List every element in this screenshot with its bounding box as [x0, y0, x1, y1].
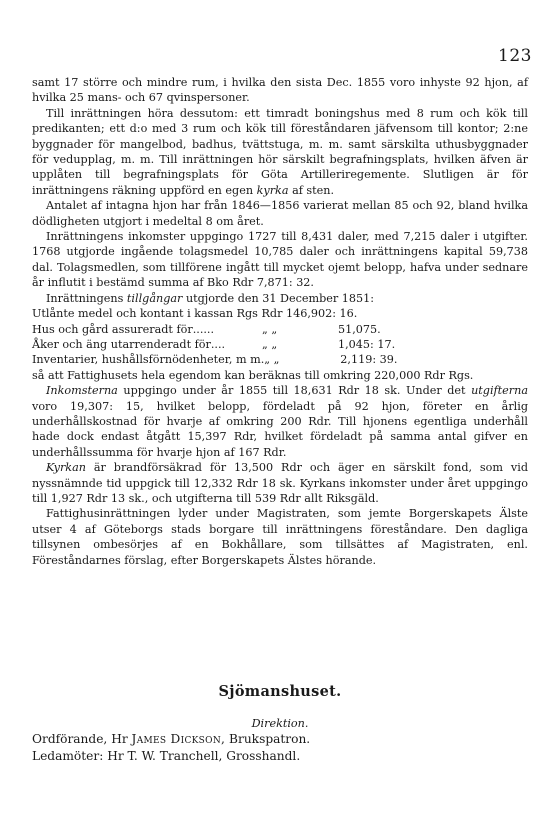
p5-a: Inrättningens [46, 291, 124, 305]
asset-dots: ...... [192, 322, 215, 336]
paragraph-2 [32, 106, 528, 198]
section-title: Sjömanshuset. [218, 683, 342, 700]
paragraph-2-end: af sten. [292, 183, 335, 197]
paragraph-1: samt 17 större och mindre rum, i hvilka den sista Dec. 1855 voro inhyste 92 hjon, af hvilka 25 mans- och 67 qvinspersoner. [32, 76, 528, 105]
paragraph-7 [32, 383, 528, 460]
members-label: Ledamöter: [32, 749, 104, 763]
inkomsterna-word: Inkomsterna [46, 384, 118, 398]
page-number: 123 [498, 46, 532, 66]
paragraph-8 [32, 460, 528, 506]
paragraph-3: Antalet af intagna hjon har från 1846—1856 varierat mellan 85 och 92, bland hvilka dödligheten utgjort i medeltal 8 om året. [32, 199, 528, 228]
asset-ditto: „ „ [262, 337, 278, 351]
p5-c: utgjorde den 31 December 1851: [185, 291, 375, 305]
body-text [32, 75, 528, 568]
asset-row [32, 322, 528, 337]
asset-amount: 1,045: 17. [338, 337, 396, 351]
asset-label: Hus och gård assureradt för [32, 322, 193, 336]
p7-b: uppgingo under år 1855 till 18,631 Rdr 18 sk. Under det [123, 384, 466, 398]
roster [32, 731, 528, 765]
asset-ditto: „ „ [262, 322, 278, 336]
asset-row [32, 352, 528, 367]
roster-chair [32, 731, 528, 748]
chair-role: Brukspatron. [229, 732, 311, 746]
paragraph-9: Fattighusinrättningen lyder under Magistraten, som jemte Borgerskapets Älste utser 4 af Göteborgs stads borgare till inrättningens föreståndare. Den dagliga tillsynen ombesörjes af en Bokhållare, som tillsättes af Magistraten, enl. Föreståndarnes förslag, efter Borgerskapets Älstes hörande. [32, 507, 528, 567]
asset-amount: 51,075. [338, 322, 381, 336]
asset-amount: 2,119: 39. [340, 353, 398, 367]
utgifterna-word: utgifterna [471, 384, 528, 398]
roster-members [32, 748, 528, 765]
p7-d: voro 19,307: 15, hvilket belopp, fördeladt på 92 hjon, företer en årlig underhållskostnad för hvarje af omkring 200 Rdr. Till hjonens egentliga underhåll hade dock endast åtgått 15,397 Rdr, hvilket fördeladt på samma antal gifver en underhållssumma för hvarje hjon af 167 Rdr. [32, 399, 528, 459]
paragraph-2-text: Till inrättningen höra dessutom: ett timradt boningshus med 8 rum och kök till predikanten; ett d:o med 3 rum och kök till föreståndaren jäfvensom till kontor; 2:ne byggnader för mangelbod, badhus, tvättstuga, m. m. samt särskilta uthusbyggnader för vedupplag, m. m. Till inrättningen hör särskilt begrafningsplats, hvilken äfven är upplåten till begrafningsplats för Göta Artilleriregemente. Slutligen är för inrättningens räkning uppförd en egen [32, 106, 528, 197]
member-text: Hr T. W. Tranchell, Grosshandl. [107, 749, 301, 763]
asset-label: Åker och äng utarrenderadt för [32, 337, 211, 351]
asset-dots: .... [210, 337, 226, 351]
paragraph-4: Inrättningens inkomster uppgingo 1727 till 8,431 daler, med 7,215 daler i utgifter. 1768 utgjorde ingående tolagsmedel 10,785 daler och inrättningens kapital 59,738 dal. Tolagsmedlen, som tillförene ingått till mycket ojemt belopp, hafva under sednare år influtit i bestämd summa af Bko Rdr 7,871: 32. [32, 230, 528, 290]
chair-title: Hr [111, 732, 128, 746]
asset-row [32, 337, 528, 352]
cash-line: Utlånte medel och kontant i kassan Rgs Rdr 146,902: 16. [32, 307, 358, 321]
direktion-subheading: Direktion. [251, 717, 309, 730]
asset-label: Inventarier, hushållsförnödenheter, m m. [32, 353, 265, 367]
kyrkan-word: Kyrkan [46, 461, 86, 475]
tillgangar-word: tillgångar [126, 291, 183, 305]
kyrka-word: kyrka [256, 183, 289, 197]
p8-b: är brandförsäkrad för 13,500 Rdr och äger en särskilt fond, som vid nyssnämnde tid uppgick till 12,332 Rdr 18 sk. Kyrkans inkomster under året uppgingo till 1,927 Rdr 13 sk., och utgifterna till 539 Rdr allt Riksgäld. [32, 461, 528, 505]
paragraph-5 [32, 291, 528, 306]
paragraph-6: så att Fattighusets hela egendom kan beräknas till omkring 220,000 Rdr Rgs. [32, 368, 474, 382]
chair-name: James Dickson, [131, 732, 226, 746]
chair-label: Ordförande, [32, 732, 108, 746]
asset-ditto: „ „ [264, 353, 280, 367]
